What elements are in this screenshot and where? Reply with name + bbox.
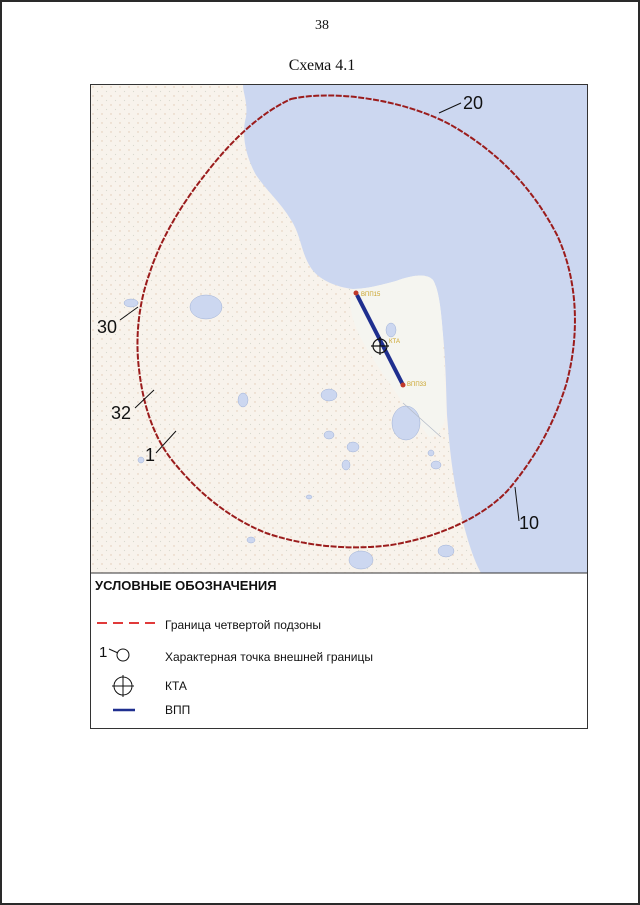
boundary-point-10-label: 10 — [519, 513, 540, 533]
legend-title: УСЛОВНЫЕ ОБОЗНАЧЕНИЯ — [95, 578, 277, 593]
legend-item-kta: КТА — [165, 679, 187, 693]
map-area — [91, 85, 587, 573]
scheme-title: Схема 4.1 — [288, 57, 356, 74]
boundary-point-1-label: 1 — [145, 445, 156, 465]
legend-item-boundary-point: Характерная точка внешней границы — [165, 650, 373, 664]
runway-end-33-marker — [401, 383, 406, 388]
map-frame — [90, 84, 588, 729]
runway-end-15-marker — [354, 291, 359, 296]
kta-map-label: КТА — [389, 339, 400, 345]
boundary-point-icon-number: 1 — [99, 644, 108, 661]
legend-item-runway: ВПП — [165, 703, 191, 717]
boundary-point-32-label: 32 — [111, 403, 132, 423]
page-number: 38 — [315, 18, 329, 33]
legend-item-boundary: Граница четвертой подзоны — [165, 618, 322, 632]
boundary-point-20-label: 20 — [463, 93, 484, 113]
runway-end-15-label: ВПП15 — [361, 292, 381, 298]
boundary-point-30-label: 30 — [97, 317, 118, 337]
crosshair-circle-icon — [112, 675, 134, 697]
runway-end-33-label: ВПП33 — [407, 382, 427, 388]
boundary-point-icon — [99, 644, 129, 661]
